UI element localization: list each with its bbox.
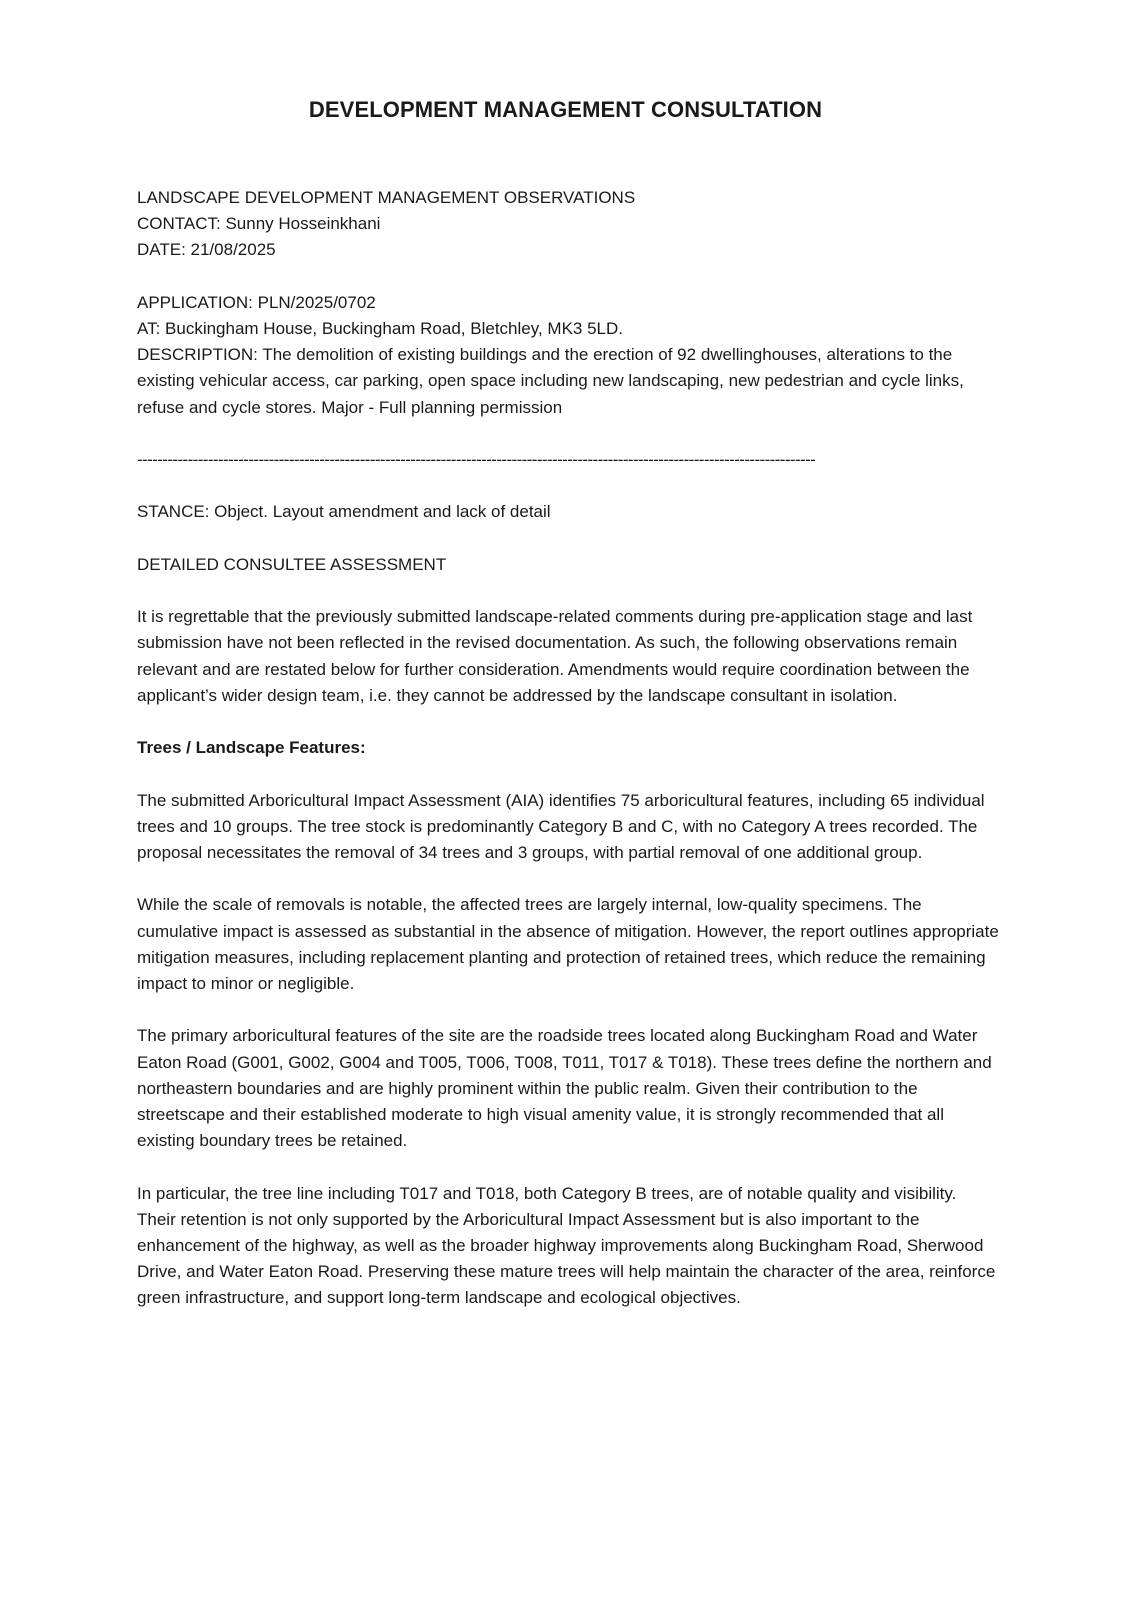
contact-line: CONTACT: Sunny Hosseinkhani	[137, 214, 381, 234]
intro-paragraph: It is regrettable that the previously submitted landscape-related comments during pre-application stage and last submission have not been reflected in the revised documentation. As such, the following observations remain relevant and are restated below for further consideration. Amendments would require coordination between the applicant’s wider design team, i.e. they cannot be addressed by the landscape consultant in isolation.	[137, 607, 973, 705]
application-line: APPLICATION: PLN/2025/0702	[137, 292, 376, 312]
spacer	[137, 473, 999, 499]
page-title: DEVELOPMENT MANAGEMENT CONSULTATION	[308, 97, 823, 122]
address-line: AT: Buckingham House, Buckingham Road, Bletchley, MK3 5LD.	[137, 319, 623, 338]
stance-line: STANCE: Object. Layout amendment and lack of detail	[137, 502, 551, 522]
document-body	[137, 185, 999, 1312]
assessment-heading: DETAILED CONSULTEE ASSESSMENT	[137, 554, 447, 574]
spacer	[137, 526, 999, 552]
spacer	[137, 1154, 999, 1180]
dashed-divider: --------------------------------------------------------------------------------------------------------------------------------------	[137, 450, 816, 469]
body-paragraph: The submitted Arboricultural Impact Assessment (AIA) identifies 75 arboricultural features, including 65 individual trees and 10 groups. The tree stock is predominantly Category B and C, with no Category A trees recorded. The proposal necessitates the removal of 34 trees and 3 groups, with partial removal of one additional group.	[137, 790, 985, 862]
observations-line: LANDSCAPE DEVELOPMENT MANAGEMENT OBSERVATIONS	[137, 188, 636, 207]
date-line: DATE: 21/08/2025	[137, 240, 276, 260]
spacer	[137, 866, 999, 892]
spacer	[137, 997, 999, 1023]
spacer	[137, 709, 999, 735]
spacer	[137, 578, 999, 604]
body-paragraph: While the scale of removals is notable, the affected trees are largely internal, low-quality specimens. The cumulative impact is assessed as substantial in the absence of mitigation. However, the report outlines appropriate mitigation measures, including replacement planting and protection of retained trees, which reduce the remaining impact to minor or negligible.	[137, 895, 999, 993]
description-paragraph: DESCRIPTION: The demolition of existing buildings and the erection of 92 dwellinghouses, alterations to the existing vehicular access, car parking, open space including new landscaping, new pedestrian and cycle links, refuse and cycle stores. Major - Full planning permission	[137, 345, 964, 417]
trees-heading: Trees / Landscape Features:	[137, 738, 366, 758]
spacer	[137, 421, 999, 447]
body-paragraph: The primary arboricultural features of the site are the roadside trees located along Buckingham Road and Water Eaton Road (G001, G002, G004 and T005, T006, T008, T011, T017 & T018). These trees define the northern and northeastern boundaries and are highly prominent within the public realm. Given their contribution to the streetscape and their established moderate to high visual amenity value, it is strongly recommended that all existing boundary trees be retained.	[137, 1026, 992, 1151]
spacer	[137, 761, 999, 787]
spacer	[137, 264, 999, 290]
body-paragraph: In particular, the tree line including T017 and T018, both Category B trees, are of notable quality and visibility. Their retention is not only supported by the Arboricultural Impact Assessment but is also important to the enhancement of the highway, as well as the broader highway improvements along Buckingham Road, Sherwood Drive, and Water Eaton Road. Preserving these mature trees will help maintain the character of the area, reinforce green infrastructure, and support long-term landscape and ecological objectives.	[137, 1183, 996, 1308]
